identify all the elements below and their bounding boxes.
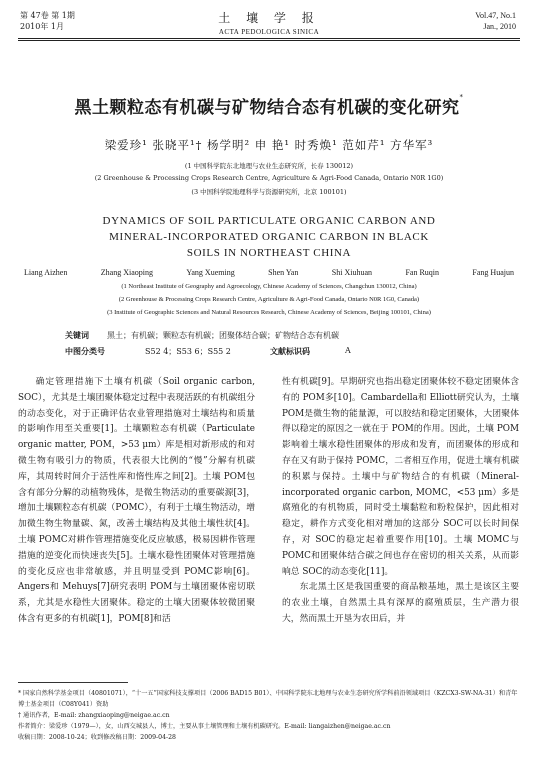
volume-issue: 第 47卷 第 1期 — [20, 11, 75, 20]
paper-title — [0, 93, 538, 118]
footnote-funding: * 国家自然科学基金项目（40801071），“十一五”国家科技支撑项目（2006 BAD15 B01）、中国科学院东北地理与农业生态研究所学科前沿领域项目（KZCX3-SW-NA-31）和青年博士基金项目（C08Y041）资助 — [18, 690, 518, 708]
english-affiliation-3: (3 Institute of Geographic Sciences and Natural Resources Research, Chinese Academy of Sciences, Beijing 100101, China) — [107, 309, 431, 316]
footnote-rule — [18, 682, 128, 683]
body-paragraph: 东北黑土区是我国重要的商品粮基地，黑土是该区主要的农业土壤，自然黑土具有深厚的腐殖质层，生产潜力很大，然而黑土开垦为农田后，并 — [282, 582, 519, 624]
english-title-line-1: DYNAMICS OF SOIL PARTICULATE ORGANIC CARBON AND — [102, 215, 436, 227]
running-header-center — [0, 9, 538, 36]
body-column-left — [18, 375, 255, 628]
english-author: Fang Huajun — [472, 268, 514, 277]
issue-date: 2010年 1月 — [20, 22, 64, 31]
affiliation-3: (3 中国科学院地理科学与资源研究所，北京 100101) — [191, 188, 347, 196]
english-affiliation-1: (1 Northeast Institute of Geography and Agroecology, Chinese Academy of Sciences, Changchun 130012, China) — [121, 283, 417, 290]
classification-value: S52 4；S53 6；S55 2 — [145, 347, 231, 356]
paper-title-text: 黑土颗粒态有机碳与矿物结合态有机碳的变化研究 — [74, 98, 460, 118]
english-author: Liang Aizhen — [24, 268, 68, 277]
body-column-right — [282, 375, 519, 628]
classification-line — [65, 346, 365, 357]
document-code-value: A — [345, 346, 351, 355]
english-author: Zhang Xiaoping — [100, 268, 153, 277]
classification-label: 中图分类号 — [65, 347, 105, 356]
keywords-label: 关键词 — [65, 331, 89, 340]
issue-date-en: Jan., 2010 — [483, 22, 516, 31]
title-footnote-mark: * — [459, 93, 464, 101]
english-title-line-2: MINERAL-INCORPORATED ORGANIC CARBON IN BLACK — [109, 231, 429, 243]
affiliation-1: (1 中国科学院东北地理与农业生态研究所，长春 130012) — [184, 162, 354, 170]
header-rule-thin — [18, 40, 520, 41]
header-rule — [18, 38, 520, 39]
footnote-corresponding: † 通讯作者，E-mail: zhangxiaoping@neigae.ac.cn — [18, 712, 170, 719]
document-code-label: 文献标识码 — [270, 347, 310, 356]
affiliation-2: (2 Greenhouse & Processing Crops Research Centre, Agriculture & Agri-Food Canada, Ontario N0R 1G0) — [94, 174, 444, 182]
running-header-right — [475, 10, 516, 32]
author-list: 梁爱珍¹ 张晓平¹† 杨学明² 申 艳¹ 时秀焕¹ 范如芹¹ 方华军³ — [104, 138, 434, 152]
journal-name-en: ACTA PEDOLOGICA SINICA — [218, 28, 320, 36]
journal-name-cn: 土 壤 学 报 — [218, 11, 320, 25]
english-author: Fan Ruqin — [405, 268, 439, 277]
footnote-dates: 收稿日期：2008-10-24；收到修改稿日期：2009-04-28 — [18, 734, 176, 741]
english-title — [0, 213, 538, 261]
keywords-text: 黑土；有机碳；颗粒态有机碳；团聚体结合碳；矿物结合态有机碳 — [107, 331, 339, 340]
body-paragraph: 确定管理措施下土壤有机碳（Soil organic carbon, SOC），尤其是土壤团聚体稳定过程中表现活跃的有机碳组分的动态变化，对于正确评估农业管理措施对土壤结构和质量的影响作用至关重要[1]。土壤颗粒态有机碳（Particulate organic matter, POM，>53 μm）库是相对新形成的和对微生物有吸引力的物质，代表很大比例的“慢”分解有机碳库，其周转时间介于活性库和惰性库之间[2]。土壤 POM包含有部分分解的动植物残体，是微生物活动的重要碳源[3]，增加土壤颗粒态有机碳（POMC），有利于土壤生物活动，增加微生物生物量碳、氮，改善土壤结构及其他土壤性状[4]。土壤 POMC对耕作管理措施变化反应敏感，极易因耕作管理措施的逆变化而快速丧失[5]。土壤水稳性团聚体对管理措施的变化反应也非常敏感，并且明显受到 POMC影响[6]。Angers和 Mehuys[7]研究表明 POM与土壤团聚体密切联系，尤其是水稳性大团聚体。稳定的土壤大团聚体较微团聚体含有更多的有机碳[1]，POM[8]和活 — [18, 377, 255, 624]
keywords — [65, 330, 339, 341]
english-author-list — [24, 268, 514, 277]
footnote-author-bio: 作者简介：梁爱珍（1979—），女，山西交城县人，博士，主要从事土壤管理和土壤有机碳研究。E-mail: liangaizhen@neigae.ac.cn — [18, 723, 391, 730]
english-title-line-3: SOILS IN NORTHEAST CHINA — [186, 247, 352, 259]
english-affiliation-2: (2 Greenhouse & Processing Crops Research Centre, Agriculture & Agri-Food Canada, Ontario N0R 1G0, Canada) — [118, 296, 420, 303]
english-author: Yang Xueming — [186, 268, 235, 277]
body-paragraph: 性有机碳[9]。早期研究也指出稳定团聚体较不稳定团聚体含有的 POM多[10]。Cambardella和 Elliott研究认为，土壤 POM是微生物的能量源，可以胶结和稳定团聚体，大团聚体得以稳定的原因之一就在于 POM的作用。因此，土壤 POM影响着土壤水稳性团聚体的形成和发育，而团聚体的形成和存在又有助于保持 POMC，二者相互作用，促进土壤有机碳的积累与保持。土壤中与矿物结合的有机碳（Mineral-incorporated organic carbon, MOMC，<53 μm）多是腐殖化的有机物质，同时受土壤黏粒和粉粒保护，因此相对稳定，耕作方式变化相对增加的这部分 SOC可以长时间保存，对 SOC的稳定起着重要作用[10]。土壤 MOMC与 POMC和团聚体结合碳之间也存在密切的相关关系，从而影响总 SOC的动态变化[11]。 — [282, 377, 519, 577]
english-author: Shen Yan — [268, 268, 299, 277]
english-author: Shi Xiuhuan — [331, 268, 373, 277]
volume-issue-en: Vol.47, No.1 — [475, 11, 516, 20]
